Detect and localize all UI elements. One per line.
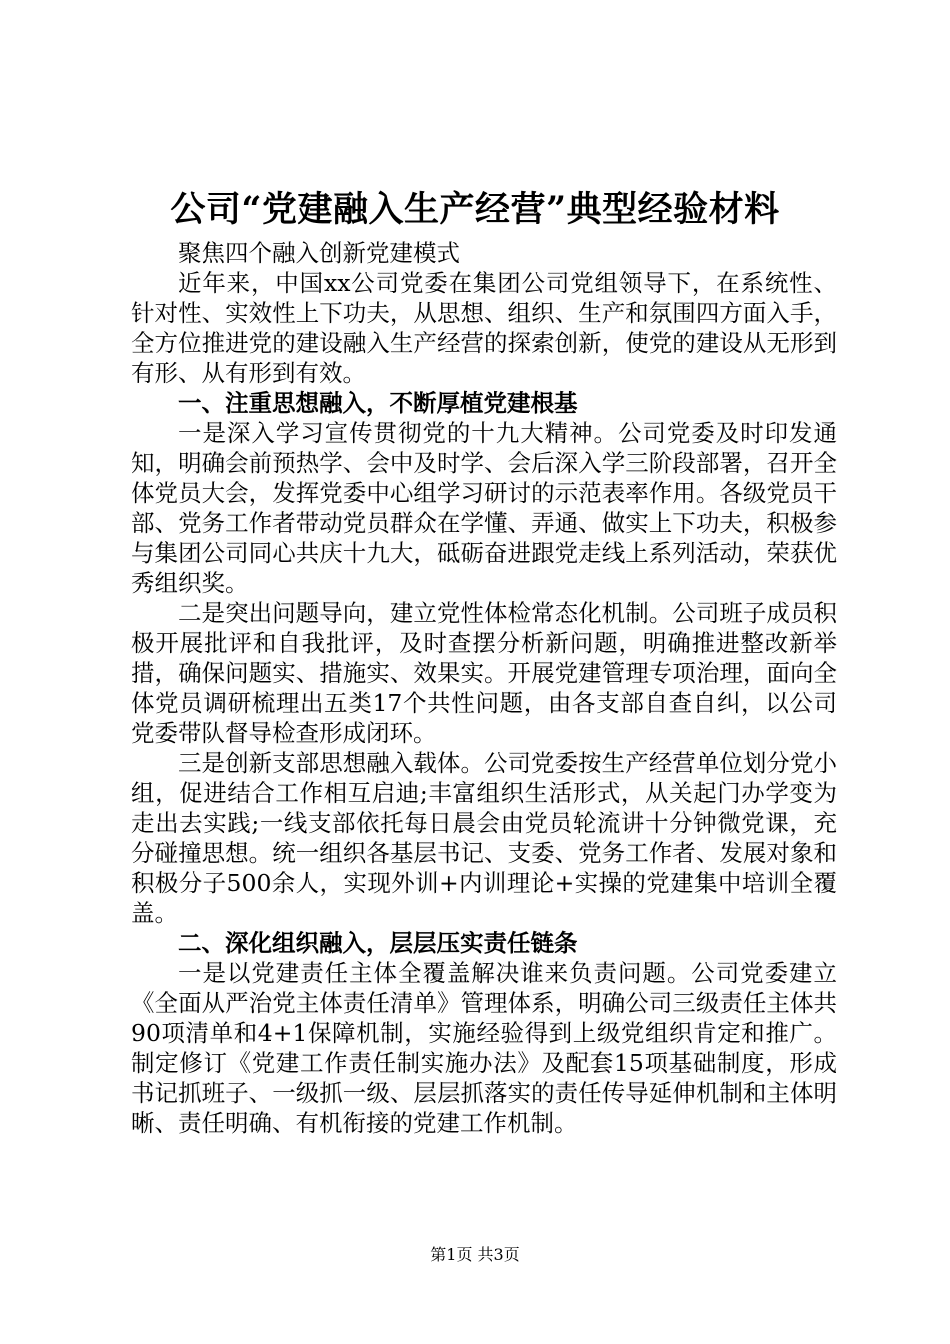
body-paragraph: 一是以党建责任主体全覆盖解决谁来负责问题。公司党委建立《全面从严治党主体责任清单》管理体系，明确公司三级责任主体共90项清单和4+1保障机制，实施经验得到上级党组织肯定和推广。制定修订《党建工作责任制实施办法》及配套15项基础制度，形成书记抓班子、一级抓一级、层层抓落实的责任传导延伸机制和主体明晰、责任明确、有机衔接的党建工作机制。 <box>131 959 837 1137</box>
body-paragraph: 三是创新支部思想融入载体。公司党委按生产经营单位划分党小组，促进结合工作相互启迪;丰富组织生活形式，从关起门办学变为走出去实践;一线支部依托每日晨会由党员轮流讲十分钟微党课，充分碰撞思想。统一组织各基层书记、支委、党务工作者、发展对象和积极分子500余人，实现外训+内训理论+实操的党建集中培训全覆盖。 <box>131 749 837 927</box>
body-paragraph: 二是突出问题导向，建立党性体检常态化机制。公司班子成员积极开展批评和自我批评，及时查摆分析新问题，明确推进整改新举措，确保问题实、措施实、效果实。开展党建管理专项治理，面向全体党员调研梳理出五类17个共性问题，由各支部自查自纠，以公司党委带队督导检查形成闭环。 <box>131 599 837 747</box>
subtitle-paragraph: 聚焦四个融入创新党建模式 <box>178 239 460 267</box>
document-body <box>131 238 837 1138</box>
page-number-footer: 第1页 共3页 <box>430 1245 520 1264</box>
section-heading-1: 一、注重思想融入，不断厚植党建根基 <box>178 389 578 417</box>
document-title: 公司“党建融入生产经营”典型经验材料 <box>170 189 780 230</box>
intro-paragraph: 近年来，中国xx公司党委在集团公司党组领导下，在系统性、针对性、实效性上下功夫，从思想、组织、生产和氛围四方面入手，全方位推进党的建设融入生产经营的探索创新，使党的建设从无形到有形、从有形到有效。 <box>131 269 837 387</box>
body-paragraph: 一是深入学习宣传贯彻党的十九大精神。公司党委及时印发通知，明确会前预热学、会中及时学、会后深入学三阶段部署，召开全体党员大会，发挥党委中心组学习研讨的示范表率作用。各级党员干部、党务工作者带动党员群众在学懂、弄通、做实上下功夫，积极参与集团公司同心共庆十九大，砥砺奋进跟党走线上系列活动，荣获优秀组织奖。 <box>131 419 837 597</box>
section-heading-2: 二、深化组织融入，层层压实责任链条 <box>178 929 578 957</box>
